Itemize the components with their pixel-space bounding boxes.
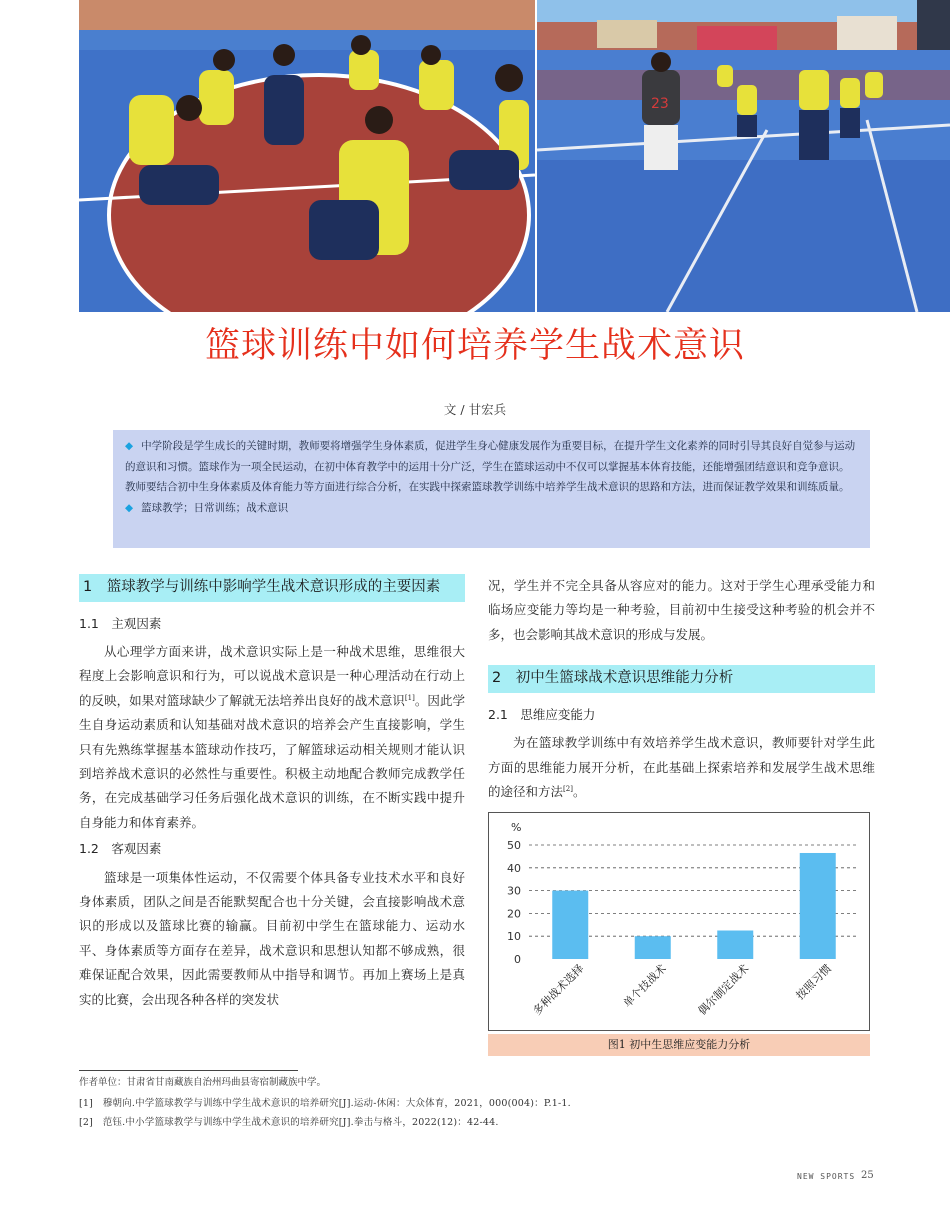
paragraph-subjective-factors [79, 640, 465, 835]
footnote-divider [79, 1070, 298, 1071]
subsection-2-1-heading: 2.1 思维应变能力 [488, 706, 596, 722]
photo-team-huddle-image [79, 0, 535, 312]
paragraph-objective-continued: 况，学生并不完全具备从容应对的能力。这对于学生心理承受能力和临场应变能力等均是一种考验，目前初中生接受这种考验的机会并不多，也会影响其战术意识的形成与发展。 [488, 578, 875, 642]
bar-4 [800, 853, 836, 959]
paragraph-subjective-text-a: 从心理学方面来讲，战术意识实际上是一种战术思维，思维很大程度上会影响意识和行为，可以说战术意识是一种心理活动在行动上的反映，如果对篮球缺少了解就无法培养出良好的战术意识 [79, 643, 465, 708]
article-byline: 文 / 甘宏兵 [443, 402, 507, 417]
citation-2: [2] [563, 784, 573, 793]
paragraph-subjective-text-b: 。因此学生自身运动素质和认知基础对战术意识的培养会产生直接影响，学生只有先熟练掌握基本篮球动作技巧，了解篮球运动相关规则才能认识到培养战术意识的必然性与重要性。积极主动地配合教师完成教学任务，在完成基础学习任务后强化战术意识的训练，在不断实践中提升自身能力和体育素养。 [79, 692, 465, 830]
paragraph-thinking-ability [488, 731, 875, 804]
abstract-body: 中学阶段是学生成长的关键时期，教师要将增强学生身体素质，促进学生身心健康发展作为重要目标，在提升学生文化素养的同时引导其良好自觉参与运动的意识和习惯。篮球作为一项全民运动，在初中体育教学中的运用十分广泛，学生在篮球运动中不仅可以掌握基本体育技能，还能增强团结意识和竞争意识。教师要结合初中生身体素质及体育能力等方面进行综合分析，在实践中探索篮球教学训练中培养学生战术意识的思路和方法，进而保证教学效果和训练质量。 [125, 440, 856, 493]
x-tick-label: 按照习惯 [793, 961, 834, 1003]
diamond-bullet-icon: ◆ [125, 501, 134, 514]
bar-chart [489, 813, 869, 1030]
x-tick-label: 偶尔制定战术 [695, 961, 752, 1018]
subsection-1-2-heading: 1.2 客观因素 [79, 841, 162, 857]
y-tick-label: 30 [507, 884, 521, 898]
y-tick-label: 50 [507, 839, 521, 852]
photo-team-huddle [79, 0, 535, 312]
svg-text:23: 23 [651, 96, 669, 112]
magazine-name: NEW SPORTS [797, 1172, 856, 1181]
abstract-box [113, 430, 870, 548]
figure-1-chart [488, 812, 870, 1031]
bar-1 [552, 891, 588, 959]
y-tick-label: 0 [514, 953, 521, 966]
section-1-heading: 1 篮球教学与训练中影响学生战术意识形成的主要因素 [79, 574, 465, 602]
keywords: 篮球教学；日常训练；战术意识 [141, 501, 289, 514]
paragraph-objective-factors: 篮球是一项集体性运动，不仅需要个体具备专业技术水平和良好身体素质，团队之间是否能默契配合也十分关键，会直接影响战术意识的形成以及篮球比赛的输赢。目前初中学生在篮球能力、运动水平、身体素质等方面存在差异，战术意识和思想认知都不够成熟，很难保证配合效果，因此需要教师从中指导和调节。再加上赛场上是真实的比赛，会出现各种各样的突发状 [79, 869, 465, 1007]
citation-1: [1] [404, 693, 415, 702]
bar-3 [717, 931, 753, 960]
diamond-bullet-icon: ◆ [125, 440, 134, 452]
page-number: 25 [861, 1170, 874, 1181]
keywords-line [125, 498, 858, 519]
section-2-heading: 2 初中生篮球战术意识思维能力分析 [488, 665, 875, 693]
reference-2: [2] 范钰.中小学篮球教学与训练中学生战术意识的培养研究[J].拳击与格斗，2022(12)：42-44. [79, 1117, 499, 1128]
y-tick-label: 10 [507, 930, 521, 944]
x-tick-label: 单个技战术 [620, 961, 669, 1011]
left-column [79, 574, 465, 1012]
photo-basketball-practice [537, 0, 950, 312]
right-column [488, 574, 875, 804]
subsection-1-1-heading: 1.1 主观因素 [79, 615, 162, 631]
x-tick-label: 多种战术选择 [530, 961, 587, 1018]
reference-1: [1] 穆朝向.中学篮球教学与训练中学生战术意识的培养研究[J].运动-休闲：大众体育，2021，000(004)：P.1-1. [79, 1098, 571, 1109]
article-title: 篮球训练中如何培养学生战术意识 [204, 326, 745, 366]
y-tick-label: 20 [507, 907, 521, 921]
abstract-text [125, 436, 858, 498]
y-axis-label: % [511, 821, 522, 834]
author-affiliation: 作者单位：甘肃省甘南藏族自治州玛曲县寄宿制藏族中学。 [79, 1077, 327, 1088]
y-tick-label: 40 [507, 861, 521, 875]
paragraph-thinking-end: 。 [572, 783, 586, 799]
figure-1-caption: 图1 初中生思维应变能力分析 [488, 1034, 870, 1056]
paragraph-thinking-text: 为在篮球教学训练中有效培养学生战术意识，教师要针对学生此方面的思维能力展开分析，在此基础上探索培养和发展学生战术思维的途径和方法 [488, 735, 875, 799]
photo-basketball-practice-image [537, 0, 950, 312]
bar-2 [635, 936, 671, 959]
